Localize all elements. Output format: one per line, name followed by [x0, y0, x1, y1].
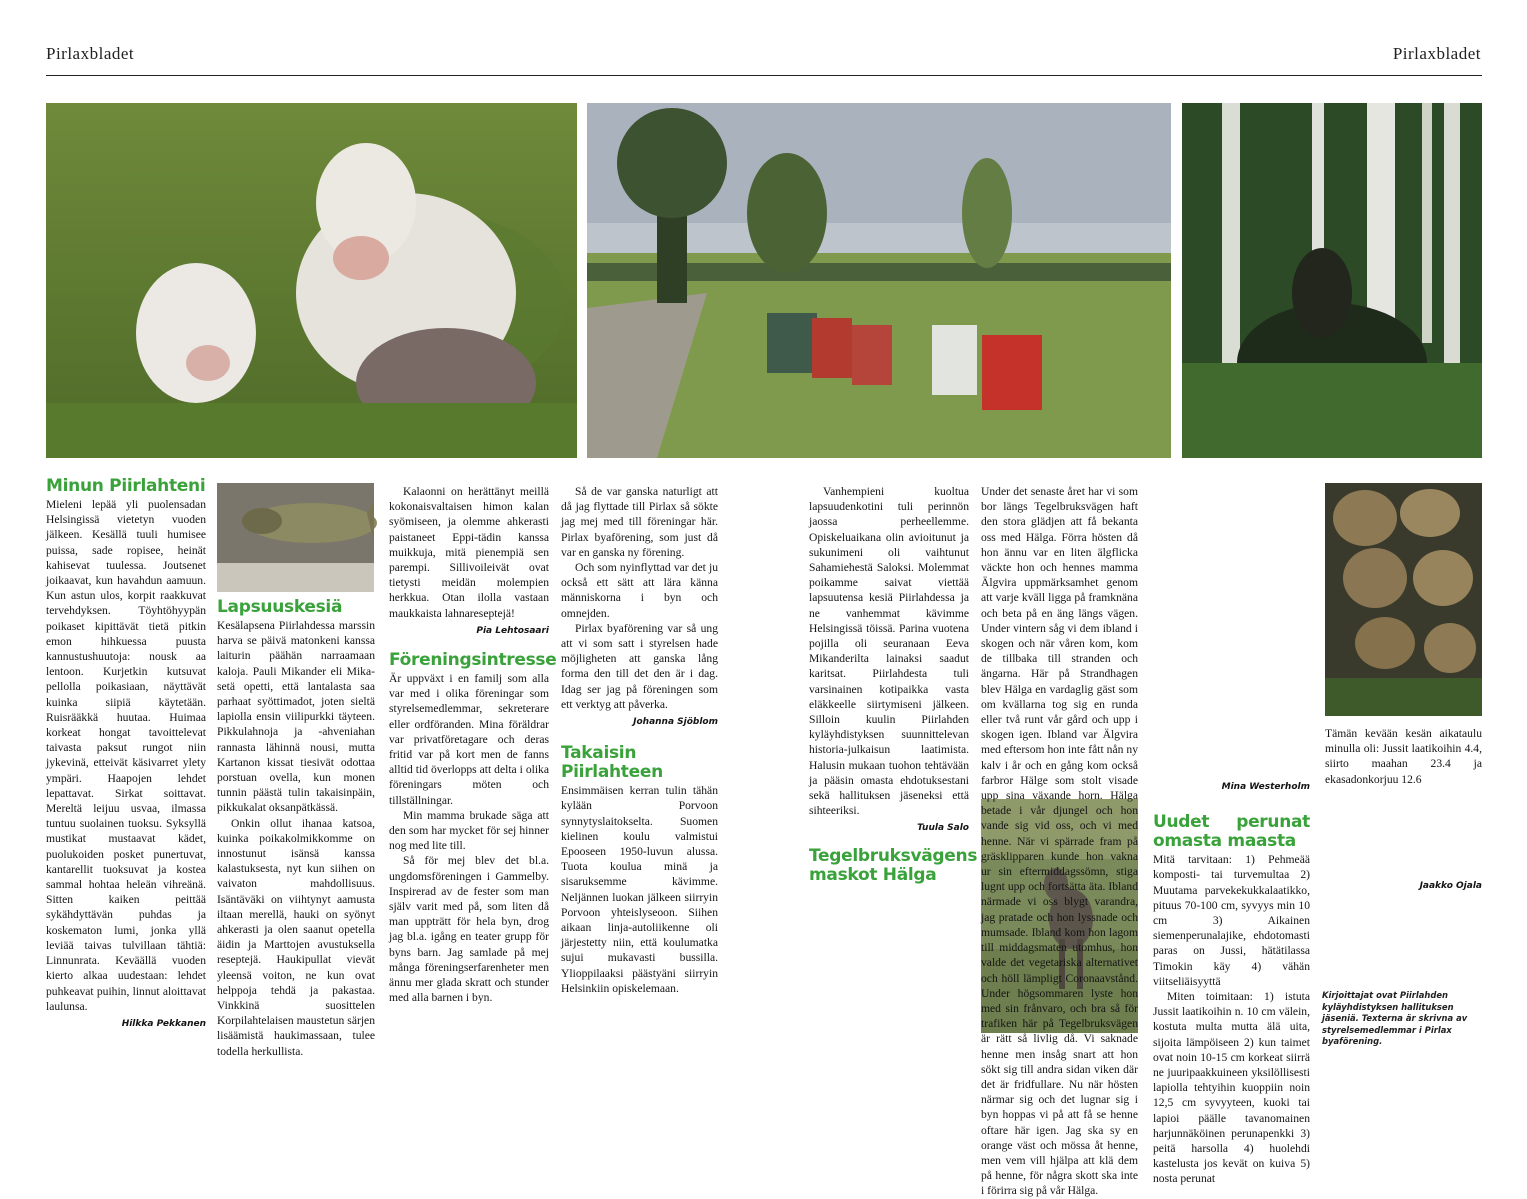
article-minun-piirlahteni — [46, 477, 206, 1032]
article-column-4 — [561, 484, 718, 996]
article-paragraph: Mitä tarvitaan: 1) Pehmeää komposti- tai turvemultaa 2) Muutama parvekekukkalaatikko, pituus 70-100 cm, syvyys min 10 cm 3) Aikainen siemenperunalajike, ehdotomasti paras on Jussi, hätätilassa Timokin käy 4) vähän viitseliäisyyttä — [1153, 853, 1310, 988]
moose-forest-photo — [1182, 103, 1482, 458]
article-signature: Jaakko Ojala — [1419, 881, 1482, 891]
article-column-5 — [809, 484, 978, 886]
mailboxes-photo — [587, 103, 1171, 458]
header-rule — [46, 75, 1482, 76]
article-column-3 — [389, 484, 557, 1006]
potatoes-photo — [1325, 483, 1482, 716]
fish-photo — [217, 483, 374, 592]
article-paragraph: Och som nyinflyttad var det ju också ett sätt att lära känna människorna i byn och omnejden. — [561, 561, 718, 620]
article-lapsuuskesia — [217, 598, 375, 1059]
article-column-7 — [1153, 484, 1310, 1186]
running-header-right: Pirlaxbladet — [1392, 44, 1481, 63]
article-paragraph: Kesälapsena Piirlahdessa marssin harva se päivä matonkeni kanssa laiturin päähän narraamaan kaloja. Pauli Mikander eli Mika-setä opetti, että lantalasta saa parhaat syöttimadot, joten sieltä lapiolla ensin viilipurkki täyteen. Pikkulahnoja ja -ahveniahan rannasta lähinnä nousi, mutta Kartanon kissat tiesivät odottaa porstuan ovella, kun monen tunnin päästä tulin takaisinpäin, pikkukalat oksanpätkässä. — [217, 619, 375, 815]
article-paragraph: Så de var ganska naturligt att då jag flyttade till Pirlax så sökte jag mej med till föreningar här. Pirlax byaförening, som just då var en ganska ny förening. — [561, 485, 718, 559]
cows-photo — [46, 103, 577, 458]
running-header-left: Pirlaxbladet — [46, 44, 135, 63]
article-title: Takaisin Piirlahteen — [561, 743, 663, 783]
article-paragraph: Onkin ollut ihanaa katsoa, kuinka poikakolmikkomme on innostunut isänsä kanssa kalastuksesta, nyt kun siihen on vaivaton mahdollisuus. Isäntäväki on viihtynyt aamusta iltaan merellä, hauki on syönyt ahkerasti ja olen saanut opetella äidin ja Marttojen avustuksella reseptejä. Haukipullat vievät yleensä voiton, ne kun ovat helppoja tehdä ja pakastaa. Vinkkinä suosittelen Korpilahtelaisen maustetun särjen lisäämistä haukimassaan, tulee todella herkullista. — [217, 816, 375, 1058]
article-paragraph: Tämän kevään kesän aikataulu minulla oli: Jussit laatikoihin 4.4, siirto maahan 23.4 ja ekasadonkorjuu 12.6 — [1325, 727, 1482, 786]
article-title: Minun Piirlahteni — [46, 476, 206, 496]
article-paragraph: Min mamma brukade säga att den som har mycket för sej hinner nog med lite till. — [389, 808, 549, 853]
article-title: Uudet perunat omasta maasta — [1153, 812, 1310, 852]
article-paragraph: Pirlax byaförening var så ung att vi som satt i styrelsen hade möjligheten att ganska lång forma den till det den är i dag. Idag ser jag på föreningen som ett verktyg att påverka. — [561, 621, 718, 711]
article-signature: Mina Westerholm — [1221, 782, 1310, 792]
article-signature: Pia Lehtosaari — [476, 625, 549, 636]
article-title: Lapsuuskesiä — [217, 597, 343, 617]
article-signature: Tuula Salo — [917, 823, 969, 834]
article-paragraph: Är uppväxt i en familj som alla var med i olika föreningar som styrelsemedlemmar, sekreterare eller ordföranden. Mina föräldrar var privatföretagare och deras fritid var på kort men de fanns alltid tid överlopps att delta i olika föreningars möten och tillställningar. — [389, 672, 549, 807]
footer-note: Kirjoittajat ovat Piirlahden kyläyhdistyksen hallituksen jäseniä. Texterna är skrivna av styrelsemedlemmar i Pirlax byaförening. — [1322, 990, 1468, 1046]
article-paragraph: Kalaonni on herättänyt meillä kokonaisvaltaisen himon kalan syömiseen, ja olemme ahkerasti paistaneet Eppi-tädin kanssa muikkuja, mitä pienempiä sen parempi. Sillivoileivät ovat tietysti meidän molempien herkkua. Otan ilolla vastaan maukkaista lahnareseptejä! — [389, 485, 549, 620]
article-column-8 — [1325, 726, 1482, 894]
article-column-6 — [981, 484, 1138, 1198]
article-signature: Hilkka Pekkanen — [121, 1018, 206, 1029]
article-title: Tegelbruksvägens maskot Hälga — [809, 845, 978, 885]
article-title: Föreningsintresse — [389, 650, 557, 671]
article-body: Mieleni lepää yli puolensadan Helsingissä vietetyn vuoden jälkeen. Kesällä tuuli humisee puissa, sade ropisee, heinät kahisevat tuulessa. Joutsenet joikaavat, kun havahdun aamuun. Kun astun ulos, korpit raakkuvat tervehdyksen. Töyhtöhyypän poikaset kipittävät tietä pitkin emon hihkuessa puusta kannustushuutoja: nousk aa lentoon. Kurjetkin kutsuvat pellolla poikasiaan, näyttävät kuinka siipiä käytetään. Ruisrääkkä huutaa. Huimaa korkeat hongat tavoittelevat taivasta paksut rungot niin jykevinä, etteivät käsivarret ylety ympäri. Haapojen lehdet lepattavat. Sirkat soittavat. Mereltä leijuu usvaa, ilmassa tuntuu suolainen tuoksu. Syksyllä mustikat mustaavat kädet, puolukoiden posket punertuvat, kantarellit tuoksuvat ja kostea sammal hohtaa heleän vihreänä. Sitten kaiken peittää sykähdyttävän puhdas ja koskematon lumi, jonka yllä leviää taivas tulvillaan tähtiä: Linnunrata. Keväällä vuoden kierto alkaa uudestaan: lehdet puhkeavat puihin, linnut aloittavat laulunsa. — [46, 498, 206, 1013]
article-paragraph: Vanhempieni kuoltua lapsuudenkotini tuli perinnön jaossa perheellemme. Opiskeluaikana olin avioitunut ja sukunimeni oli vaihtunut Sahamiehestä Saloksi. Molemmat poikamme saivat viettää lapsuutensa kesiä Piirlahdessa ja ne vanhemmat kävimme Helsingissä töissä. Parina vuotena pojilla oli seuranaan Eeva Mikanderilta lainaksi saadut karitsat. Piirlahdesta tuli varsinainen kotipaikka vasta eläkkeelle siirtymiseni jälkeen. Silloin kuulin Piirlahden kyläyhdistyksen suunnittelevan historia-julkaisun laatimista. Halusin mukaan tuohon tehtävään ja pääsin omasta ehdotuksestani sekä hallituksen jäseneksi että sihteeriksi. — [809, 485, 969, 818]
article-paragraph: Miten toimitaan: 1) istuta Jussit laatikoihin n. 10 cm välein, kostuta multa mutta älä uita, sijoita lämpöiseen 2) kun taimet ovat noin 10-15 cm korkeat siirrä ne juuripaakkuineen yksilöllisesti lapiolla tehtyihin kuoppiin noin 12,5 cm syvyyteen, kuoki tai lapioi päälle tavanomainen harjunnäköinen perunapenkki 3) peitä harsolla 4) huolehdi kastelusta jos kevät on kuiva 5) nosta perunat — [1153, 990, 1310, 1186]
article-paragraph: Under det senaste året har vi som bor längs Tegelbruksvägen haft den stora glädjen att få bekanta oss med Hälga. Förra hösten då hon ännu var en liten älgflicka väckte hon och hennes mamma Älgvira uppmärksamhet genom att varje kväll ligga på framknäna och beta på en äng längs vägen. Under vintern såg vi dem ibland i skogen och när våren kom, kom de tillbaka till stranden och ängarna. Här på Strandhagen blev Hälga en vardaglig gäst som om kvällarna tog sig en runda eller två runt vår gård och upp i skogen igen. Ibland var Älgvira med eftersom hon inte fått nån ny kalv i år och en gång kom också farbror Hälge som stolt visade upp sina växande horn. Hälga betade i vår djungel och hon vande sig vid oss, och vi med henne. När vi spärrade fram på gräsklipparen kunde hon vakna ur sin eftermiddagssömn, stiga lugnt upp och fortsätta äta. Ibland närmade vi oss blygt varandra, jag pratade och hon lyssnade och mumsade. Ibland kom hon lagom till middagsmaten utomhus, hon valde det vegetariska alternativet och höll lämpligt Coronaavstånd. Under högsommaren lyste hon med sin frånvaro, och bra så för trafiken här på Tegelbruksvägen är rätt så livlig då. Vi saknade henne men insåg snart att hon sökt sig till andra sidan viken där det är fridfullare. Nu när hösten närmar sig och det lugnar sig i byn hoppas vi på att få se henne oftare här igen. Jag ska sy en orange väst och mössa åt henne, men vem vill hjälpa att klä dem på henne, för några skott ska inte i förirra sig på vår Hälga. — [981, 485, 1138, 1198]
article-signature: Johanna Sjöblom — [633, 717, 718, 728]
article-paragraph: Ensimmäisen kerran tulin tähän kylään Porvoon synnytyslaitokselta. Suomen kielinen koulu valmistui Epooseen 1950-luvun alussa. Tuota koulua minä ja sisaruksemme kävimme. Neljännen luokan jälkeen siirryin Porvoon yhteislyseoon. Siihen aikaan linja-autoliikenne oli järjestetty niin, että koulumatka sujui mukavasti bussilla. Ylioppilaaksi päästyäni siirryin Helsinkiin opiskelemaan. — [561, 784, 718, 995]
article-paragraph: Så för mej blev det bl.a. ungdomsföreningen i Gammelby. Inspirerad av de fester som man själv varit med på, som liten då man uppträtt för hela byn, drog jag bl.a. igång en teater grupp för byns barn. Jag samlade på mej många föreningserfarenheter men ännu mer glada skratt och stunder med alla barnen i byn. — [389, 854, 549, 1005]
